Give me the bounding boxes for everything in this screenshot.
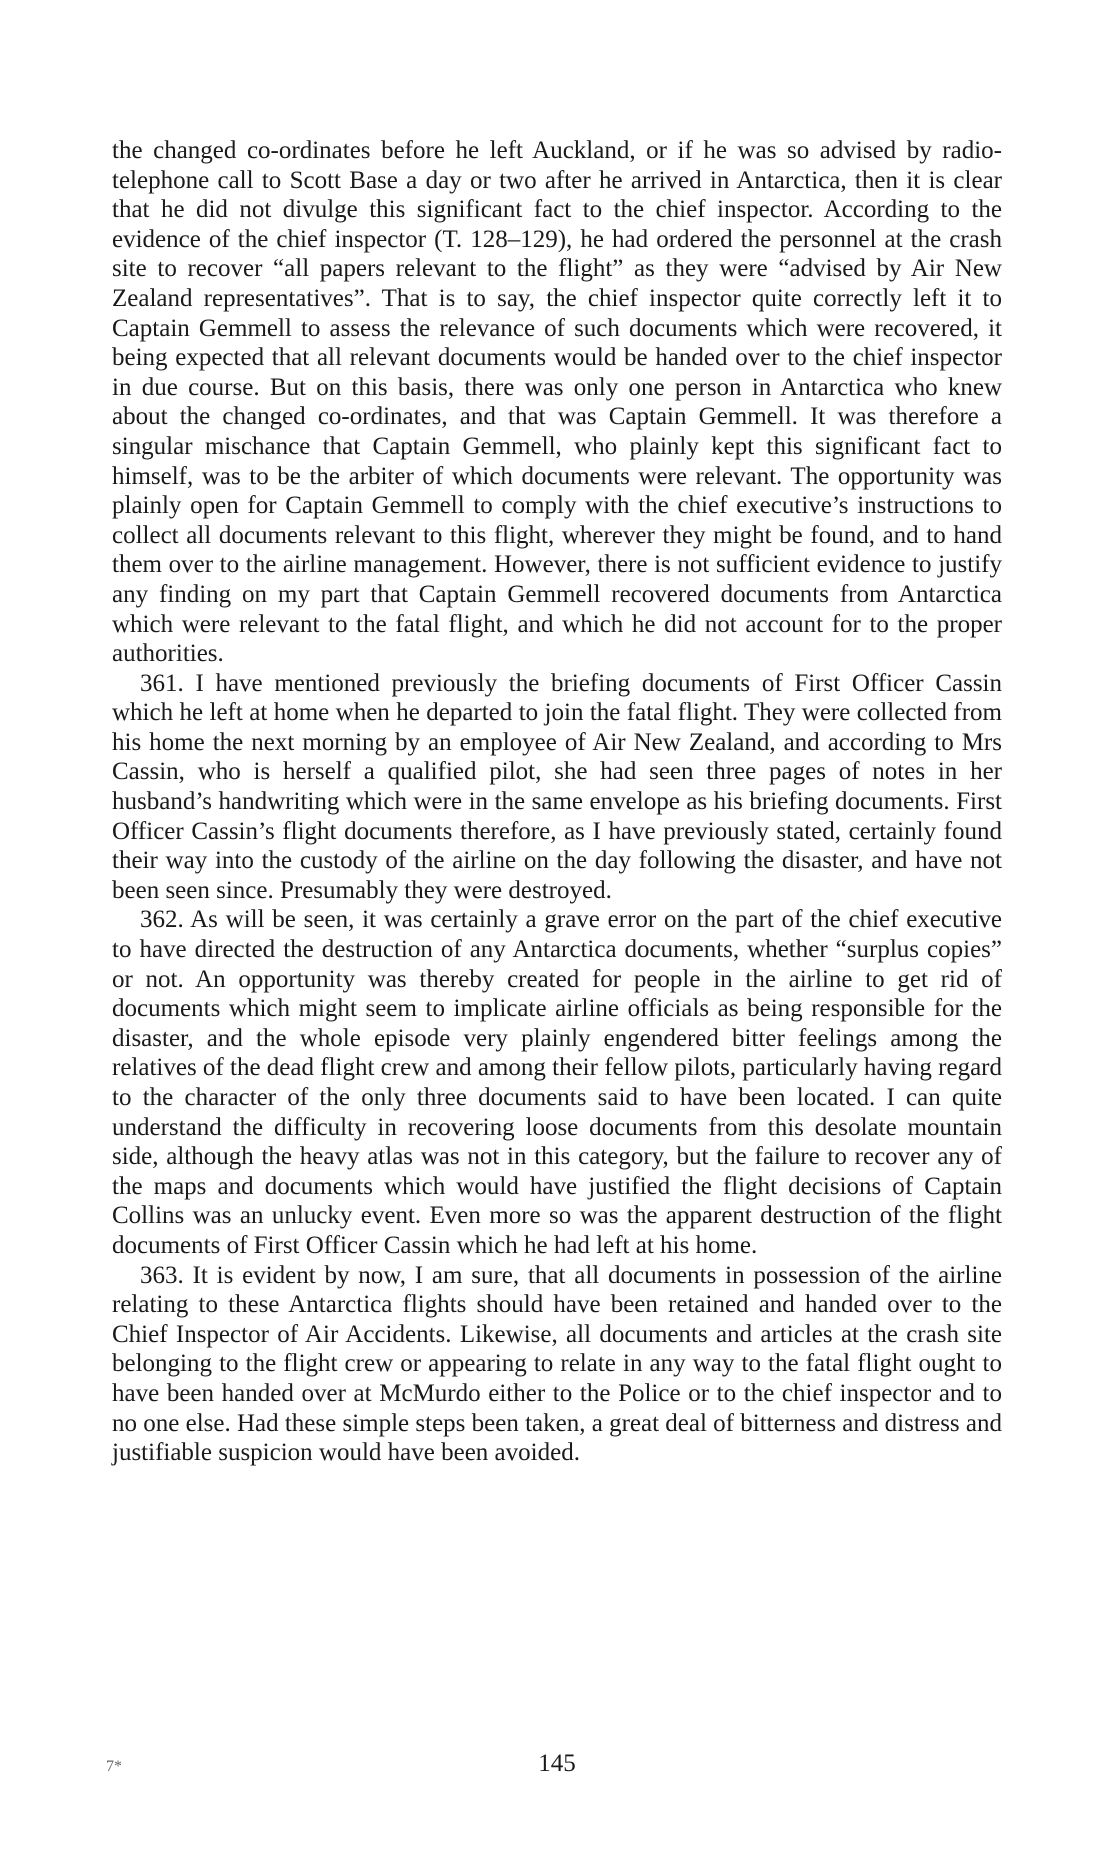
page-number: 145 bbox=[538, 1750, 576, 1777]
paragraph-continued: the changed co-ordinates before he left Auckland, or if he was so advised by radio-telephone call to Scott Base a day or two after he arrived in Antarctica, then it is clear that he did not divulge this significant fact to the chief inspector. According to the evidence of the chief inspector (T. 128–129), he had ordered the personnel at the crash site to recover “all papers relevant to the flight” as they were “advised by Air New Zealand representatives”. That is to say, the chief inspector quite correctly left it to Captain Gemmell to assess the relevance of such documents which were recovered, it being expected that all relevant documents would be handed over to the chief inspector in due course. But on this basis, there was only one person in Antarctica who knew about the changed co-ordinates, and that was Captain Gemmell. It was therefore a singular mischance that Captain Gemmell, who plainly kept this significant fact to himself, was to be the arbiter of which documents were relevant. The opportunity was plainly open for Captain Gemmell to comply with the chief executive’s instructions to collect all documents relevant to this flight, wherever they might be found, and to hand them over to the airline management. However, there is not sufficient evidence to justify any finding on my part that Captain Gemmell recovered documents from Antarctica which were relevant to the fatal flight, and which he did not account for to the proper authorities. bbox=[112, 137, 1002, 668]
signature-mark: 7* bbox=[106, 1758, 122, 1775]
paragraph-362: 362. As will be seen, it was certainly a grave error on the part of the chief executive to have directed the destruction of any Antarctica documents, whether “surplus copies” or not. An opportunity was thereby created for people in the airline to get rid of documents which might seem to implicate airline officials as being responsible for the disaster, and the whole episode very plainly engendered bitter feelings among the relatives of the dead flight crew and among their fellow pilots, particularly having regard to the character of the only three documents said to have been located. I can quite understand the difficulty in recovering loose documents from this desolate mountain side, although the heavy atlas was not in this category, but the failure to recover any of the maps and documents which would have justified the flight decisions of Captain Collins was an unlucky event. Even more so was the apparent destruction of the flight documents of First Officer Cassin which he had left at his home. bbox=[112, 906, 1002, 1259]
paragraph-361: 361. I have mentioned previously the briefing documents of First Officer Cassin which he left at home when he departed to join the fatal flight. They were collected from his home the next morning by an employee of Air New Zealand, and according to Mrs Cassin, who is herself a qualified pilot, she had seen three pages of notes in her husband’s handwriting which were in the same envelope as his briefing documents. First Officer Cassin’s flight documents therefore, as I have previously stated, certainly found their way into the custody of the airline on the day following the disaster, and have not been seen since. Presumably they were destroyed. bbox=[112, 669, 1002, 904]
document-body bbox=[112, 136, 1002, 1468]
paragraph-363: 363. It is evident by now, I am sure, that all documents in possession of the airline relating to these Antarctica flights should have been retained and handed over to the Chief Inspector of Air Accidents. Likewise, all documents and articles at the crash site belonging to the flight crew or appearing to relate in any way to the fatal flight ought to have been handed over at McMurdo either to the Police or to the chief inspector and to no one else. Had these simple steps been taken, a great deal of bitterness and distress and justifiable suspicion would have been avoided. bbox=[112, 1261, 1003, 1467]
